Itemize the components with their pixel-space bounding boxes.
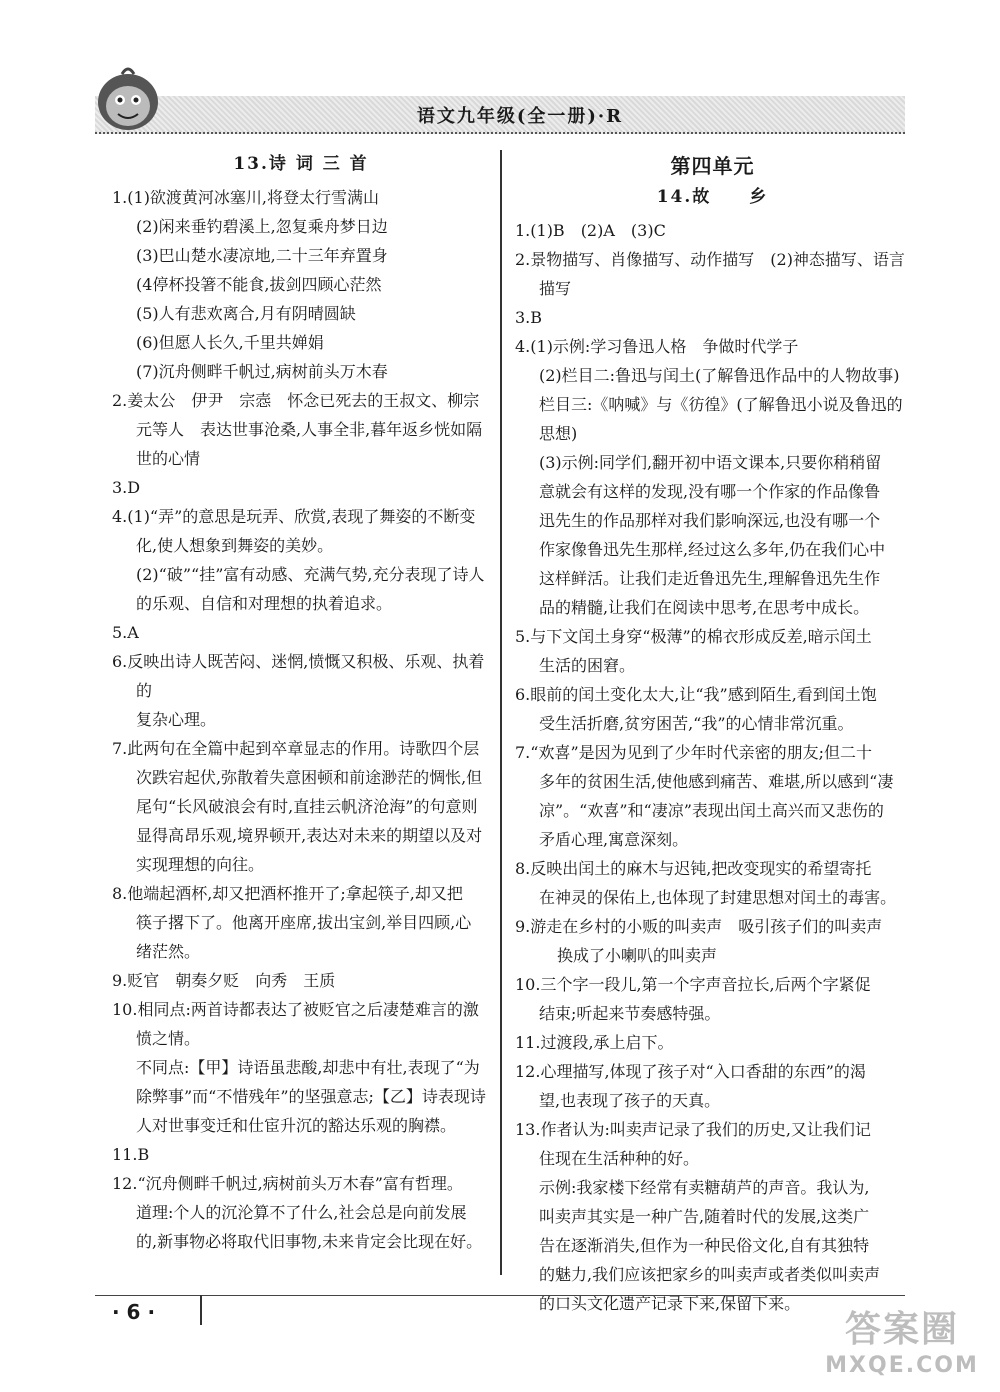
answer-line: 8.他端起酒杯,却又把酒杯推开了;拿起筷子,却又把 bbox=[112, 884, 463, 903]
answer-line: 尾句“长风破浪会有时,直挂云帆济沧海”的句意则 bbox=[136, 797, 478, 816]
answer-line: 意就会有这样的发现,没有哪一个作家的作品像鲁 bbox=[539, 482, 881, 501]
answer-line: 受生活折磨,贫穷困苦,“我”的心情非常沉重。 bbox=[539, 714, 854, 733]
answer-line: 的,新事物必将取代旧事物,未来肯定会比现在好。 bbox=[136, 1232, 483, 1251]
left-answer-list bbox=[112, 183, 490, 1256]
answer-line: 的乐观、自信和对理想的执着追求。 bbox=[136, 594, 393, 613]
answer-line: 世的心情 bbox=[136, 449, 201, 468]
answer-line: 3.D bbox=[112, 478, 141, 497]
answer-line: 作家像鲁迅先生那样,经过这么多年,仍在我们心中 bbox=[539, 540, 886, 559]
answer-line: 绪茫然。 bbox=[136, 942, 201, 961]
answer-line: 结束;听起来节奏感特强。 bbox=[539, 1004, 721, 1023]
answer-line: 10.三个字一段儿,第一个字声音拉长,后两个字紧促 bbox=[515, 975, 871, 994]
section-title-hometown: 14.故 乡 bbox=[656, 187, 769, 207]
right-answer-list bbox=[515, 216, 910, 1318]
answer-line: 2.景物描写、肖像描写、动作描写 (2)神态描写、语言 bbox=[515, 250, 905, 269]
answer-line: (6)但愿人长久,千里共婵娟 bbox=[136, 333, 324, 352]
answer-line: 告在逐渐消失,但作为一种民俗文化,自有其独特 bbox=[539, 1236, 870, 1255]
answer-line: 矛盾心理,寓意深刻。 bbox=[539, 830, 689, 849]
answer-line: (7)沉舟侧畔千帆过,病树前头万木春 bbox=[136, 362, 388, 381]
column-divider bbox=[500, 150, 502, 1275]
answer-line: 12.心理描写,体现了孩子对“入口香甜的东西”的渴 bbox=[515, 1062, 866, 1081]
answer-line: 8.反映出闰土的麻木与迟钝,把改变现实的希望寄托 bbox=[515, 859, 872, 878]
answer-line: 5.与下文闰土身穿“极薄”的棉衣形成反差,暗示闰土 bbox=[515, 627, 872, 646]
answer-line: 12.“沉舟侧畔千帆过,病树前头万木春”富有哲理。 bbox=[112, 1174, 463, 1193]
answer-line: 7.此两句在全篇中起到卒章显志的作用。诗歌四个层 bbox=[112, 739, 480, 758]
watermark-url: MXQE.COM bbox=[825, 1353, 979, 1378]
answer-line: 的魅力,我们应该把家乡的叫卖声或者类似叫卖声 bbox=[539, 1265, 881, 1284]
answer-line: 筷子撂下了。他离开座席,拔出宝剑,举目四顾,心 bbox=[136, 913, 472, 932]
answer-line: 愤之情。 bbox=[136, 1029, 201, 1048]
answer-line: 除弊事”而“不惜残年”的坚强意志;【乙】诗表现诗 bbox=[136, 1087, 486, 1106]
right-column bbox=[515, 150, 910, 1318]
answer-line: 多年的贫困生活,使他感到痛苦、难堪,所以感到“凄 bbox=[539, 772, 894, 791]
answer-line: 望,也表现了孩子的天真。 bbox=[539, 1091, 721, 1110]
answer-line: 人对世事变迁和仕宦升沉的豁达乐观的胸襟。 bbox=[136, 1116, 457, 1135]
answer-line: 11.过渡段,承上启下。 bbox=[515, 1033, 674, 1052]
answer-line: (2)栏目二:鲁迅与闰土(了解鲁迅作品中的人物故事) bbox=[539, 366, 900, 385]
left-column bbox=[112, 150, 490, 1256]
answer-line: 实现理想的向往。 bbox=[136, 855, 265, 874]
answer-line: 的口头文化遗产记录下来,保留下来。 bbox=[539, 1294, 801, 1313]
answer-line: 这样鲜活。让我们走近鲁迅先生,理解鲁迅先生作 bbox=[539, 569, 881, 588]
footer-rule bbox=[95, 1295, 905, 1296]
answer-line: 化,使人想象到舞姿的美妙。 bbox=[136, 536, 334, 555]
answer-line: 7.“欢喜”是因为见到了少年时代亲密的朋友;但二十 bbox=[515, 743, 873, 762]
answer-line: 9.贬官 朝奏夕贬 向秀 王质 bbox=[112, 971, 336, 990]
answer-line: 1.(1)欲渡黄河冰塞川,将登太行雪满山 bbox=[112, 188, 380, 207]
page-header-title: 语文九年级(全一册)·R bbox=[416, 106, 624, 127]
answer-line: 4.(1)示例:学习鲁迅人格 争做时代学子 bbox=[515, 337, 799, 356]
answer-line: 叫卖声其实是一种广告,随着时代的发展,这类广 bbox=[539, 1207, 870, 1226]
answer-line: 迅先生的作品那样对我们影响深远,也没有哪一个 bbox=[539, 511, 881, 530]
footer-divider bbox=[200, 1295, 202, 1325]
answer-line: 在神灵的保佑上,也体现了封建思想对闰土的毒害。 bbox=[539, 888, 897, 907]
answer-line: 不同点:【甲】诗语虽悲酸,却悲中有壮,表现了“为 bbox=[136, 1058, 480, 1077]
answer-line: 5.A bbox=[112, 623, 139, 642]
answer-line: 3.B bbox=[515, 308, 543, 327]
answer-line: (3)巴山楚水凄凉地,二十三年弃置身 bbox=[136, 246, 388, 265]
page-number: · 6 · bbox=[112, 1300, 156, 1324]
mascot-logo-icon bbox=[88, 62, 168, 142]
answer-line: 生活的困窘。 bbox=[539, 656, 636, 675]
answer-line: (3)示例:同学们,翻开初中语文课本,只要你稍稍留 bbox=[539, 453, 882, 472]
answer-line: 复杂心理。 bbox=[136, 710, 217, 729]
section-title-poems: 13.诗 词 三 首 bbox=[233, 154, 369, 174]
unit-title: 第四单元 bbox=[670, 154, 755, 178]
answer-line: 品的精髓,让我们在阅读中思考,在思考中成长。 bbox=[539, 598, 870, 617]
answer-line: 1.(1)B (2)A (3)C bbox=[515, 221, 666, 240]
answer-line: (4停杯投箸不能食,拔剑四顾心茫然 bbox=[136, 275, 382, 294]
answer-line: 住现在生活种种的好。 bbox=[539, 1149, 700, 1168]
answer-line: 道理:个人的沉沦算不了什么,社会总是向前发展 bbox=[136, 1203, 467, 1222]
answer-line: 11.B bbox=[112, 1145, 150, 1164]
answer-line: 元等人 表达世事沧桑,人事全非,暮年返乡恍如隔 bbox=[136, 420, 483, 439]
answer-line: 9.游走在乡村的小贩的叫卖声 吸引孩子们的叫卖声 bbox=[515, 917, 883, 936]
answer-line: 2.姜太公 伊尹 宗悫 怀念已死去的王叔文、柳宗 bbox=[112, 391, 480, 410]
answer-line: 4.(1)“弄”的意思是玩弄、欣赏,表现了舞姿的不断变 bbox=[112, 507, 476, 526]
answer-line: 栏目三:《呐喊》与《彷徨》(了解鲁迅小说及鲁迅的思想) bbox=[539, 395, 903, 443]
answer-line: 10.相同点:两首诗都表达了被贬官之后凄楚难言的激 bbox=[112, 1000, 479, 1019]
answer-line: 凉”。“欢喜”和“凄凉”表现出闰土高兴而又悲伤的 bbox=[539, 801, 884, 820]
answer-line: 次跌宕起伏,弥散着失意困顿和前途渺茫的惆怅,但 bbox=[136, 768, 483, 787]
answer-line: 显得高昂乐观,境界顿开,表达对未来的期望以及对 bbox=[136, 826, 483, 845]
answer-line: 示例:我家楼下经常有卖糖葫芦的声音。我认为, bbox=[539, 1178, 870, 1197]
answer-line: 6.反映出诗人既苦闷、迷惘,愤慨又积极、乐观、执着的 bbox=[112, 652, 485, 700]
answer-line: 换成了小喇叭的叫卖声 bbox=[557, 946, 718, 965]
watermark-logo bbox=[822, 1308, 982, 1388]
answer-line: 13.作者认为:叫卖声记录了我们的历史,又让我们记 bbox=[515, 1120, 871, 1139]
answer-line: 6.眼前的闰土变化太大,让“我”感到陌生,看到闰土饱 bbox=[515, 685, 877, 704]
watermark-text: 答案圈 bbox=[844, 1309, 959, 1350]
answer-line: 描写 bbox=[539, 279, 572, 298]
answer-line: (5)人有悲欢离合,月有阴晴圆缺 bbox=[136, 304, 356, 323]
answer-line: (2)闲来垂钓碧溪上,忽复乘舟梦日边 bbox=[136, 217, 388, 236]
answer-line: (2)“破”“挂”富有动感、充满气势,充分表现了诗人 bbox=[136, 565, 485, 584]
